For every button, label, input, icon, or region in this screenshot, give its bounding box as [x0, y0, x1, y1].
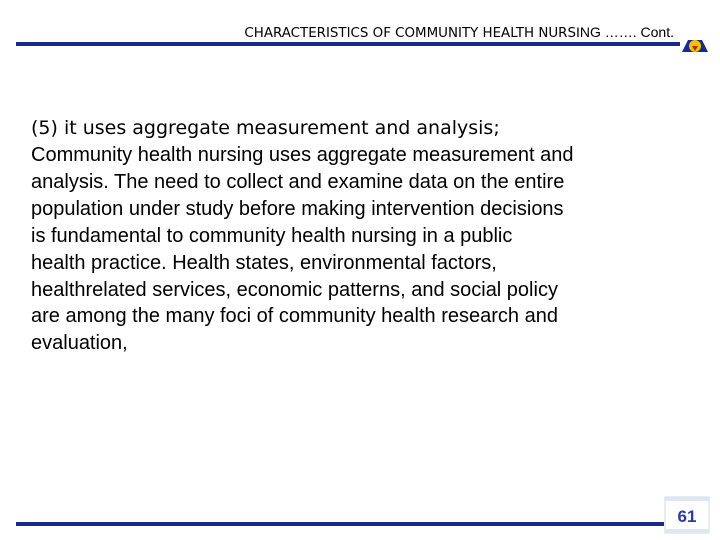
body-line: healthrelated services, economic patterns, and social policy [31, 278, 558, 301]
body-line: population under study before making intervention decisions [31, 197, 564, 220]
logo-icon [680, 36, 710, 56]
body-line: evaluation, [31, 332, 128, 355]
footer-rule [16, 522, 676, 526]
body-paragraph [31, 142, 701, 357]
point-heading: (5) it uses aggregate measurement and analysis; [31, 117, 500, 139]
body-line: is fundamental to community health nursing in a public [31, 224, 513, 247]
slide-content [31, 114, 701, 357]
body-line: analysis. The need to collect and examine data on the entire [31, 170, 565, 193]
body-line: Community health nursing uses aggregate measurement and [31, 144, 574, 166]
body-line: are among the many foci of community health research and [31, 305, 558, 328]
page-number: 61 [677, 507, 697, 526]
page-number-badge [664, 496, 710, 534]
slide-header [0, 24, 674, 41]
body-line: health practice. Health states, environmental factors, [31, 251, 497, 274]
header-title-part-b: ING ……. Cont. [575, 24, 674, 40]
header-rule [16, 42, 680, 46]
header-title-part-a: CHARACTERISTICS OF COMMUNITY HEALTH NURS [244, 26, 576, 41]
